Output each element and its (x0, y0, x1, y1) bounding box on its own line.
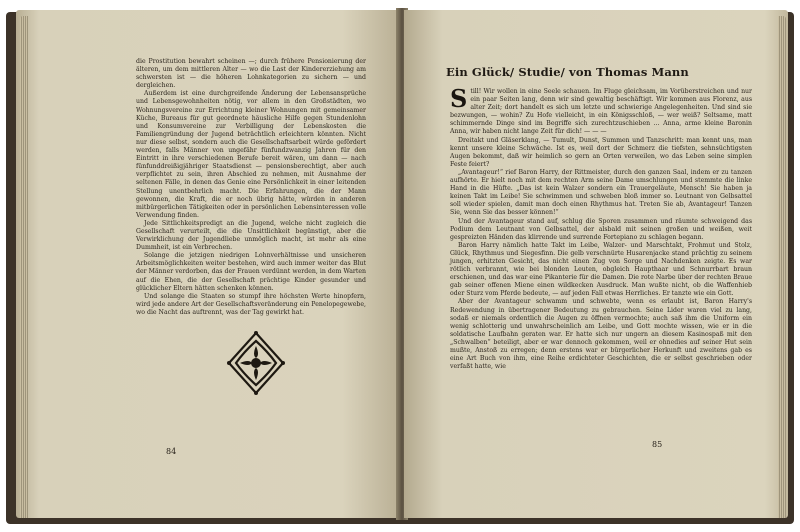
right-page-text (450, 84, 752, 371)
paragraph: Jede Sittlichkeitspredigt an die Jugend, welche nicht zugleich die Gesellschaft verurteilt, die die Unsittlichkeit begünstigt, aber die Verwirklichung der Jugendliebe unmöglich macht, ist mehr als eine Dummheit, ist ein Verbrechen. (136, 219, 366, 252)
paragraph: Aber der Avantageur schwamm und schwebte, wenn es erlaubt ist, Baron Harry's Redewendung in übertragener Bedeutung zu gebrauchen. Seine Lider waren viel zu lang, sodaß er niemals ordentlich die Augen zu öffnen vermochte; auch saß ihm die Uniform ein wenig schlotterig und unwahrscheinlich am Leibe, und Gott mochte wissen, wie er in die soldatische Laufbahn geraten war. Er hatte sich nur ungern an diesem Kasinospaß mit den „Schwalben“ beteiligt, aber er war dennoch gekommen, weil er ohnedies auf seiner Hut sein mußte, Anstoß zu erregen; denn erstens war er bürgerlicher Herkunft und zweitens gab es eine Art Buch von ihm, eine Reihe erdichteter Geschichten, die er selbst geschrieben oder verfaßt hatte, wie (450, 298, 752, 371)
paragraph: Solange die jetzigen niedrigen Lohnverhältnisse und unsicheren Arbeitsmöglichkeiten weiter bestehen, wird auch immer weiter das Blut der Männer verdorben, das der Frauen verdünnt werden, in dem Warten auf die Ehen, die der Gesellschaft prächtige Kinder gesunder und glücklicher Eltern hätten schenken können. (136, 252, 366, 292)
paragraph: Und der Avantageur stand auf, schlug die Sporen zusammen und räumte schweigend das Podium dem Leutnant von Gelbsattel, der alsbald mit seinen großen und weißen, weit gespreizten Händen das klirrende und surrende Fortepiano zu schlagen begann. (450, 217, 752, 241)
paragraph (450, 84, 752, 137)
page-number: 85 (652, 440, 663, 449)
page-number: 84 (166, 447, 177, 456)
ornament-vignette-icon (226, 330, 286, 396)
paragraph: Und solange die Staaten so stumpf ihre höchsten Werte hinopfern, wird jede andere Art der Gesellschaftsveränderung ein Penelopegewebe, wo die Nacht das auftrennt, was der Tag gewirkt hat. (136, 292, 366, 316)
story-title: Ein Glück/ Studie/ von Thomas Mann (446, 65, 689, 79)
right-page-edges (778, 16, 786, 518)
left-page-edges (20, 16, 28, 518)
paragraph: „Avantageur!“ rief Baron Harry, der Rittmeister, durch den ganzen Saal, indem er zu tanzen aufhörte. Er hielt noch mit dem rechten Arm seine Dame umschlungen und stemmte die linke Hand in die Hüfte. „Das ist kein Walzer sondern ein Trauergeläute, Mensch! Sie haben ja keinen Takt im Leibe! Sie schwimmen und schweben bloß immer so. Leutnant von Gelbsattel soll wieder spielen, damit man doch einen Rhythmus hat. Treten Sie ab, Avantageur! Tanzen Sie, wenn Sie das besser können!“ (450, 168, 752, 217)
opening-text: till! Wir wollen in eine Seele schauen. Im Fluge gleichsam, im Vorüberstreichen und nur ein paar Seiten lang, denn wir sind gewaltig beschäftigt. Wir kommen aus Florenz, aus alter Zeit; dort handelt es sich um letzte und schwierige Angelegenheiten. Und sind sie bezwungen, — wohin? Zu Hofe vielleicht, in ein Königsschloß, — wer weiß? Seltsame, matt schimmernde Dinge sind im Begriffe sich zurechtzuschieben ... Anna, arme kleine Baronin Anna, wir haben nicht lange Zeit für dich! — — — (450, 88, 752, 136)
paragraph: Baron Harry nämlich hatte Takt im Leibe, Walzer- und Marschtakt, Frohmut und Stolz, Glück, Rhythmus und Siegesfinn. Die gelb verschnürte Husarenjacke stand prächtig zu seinem jungen, erhitzten Gesicht, das nicht einen Zug von Sorge und Nachdenken zeigte. Es war rötlich verbrannt, wie bei blonden Leuten, obgleich Haupthaar und Schnurrbart braun erschienen, und das war eine Pikanterie für die Damen. Die rote Narbe über der rechten Braue gab seiner offenen Miene einen wildkecken Ausdruck. Man wußte nicht, ob die Waffenhieb oder Sturz vom Pferde bedeute, — auf jeden Fall etwas Herrliches. Er tanzte wie ein Gott. (450, 241, 752, 298)
paragraph: Außerdem ist eine durchgreifende Änderung der Lebensansprüche und Lebensgewohnheiten nötig, vor allem in den Großstädten, wo Wohnungsvereine zur Errichtung kleiner Wohnungen mit gemeinsamer Küche, Bureaus für gut geordnete häusliche Hilfe gegen Stundenlohn und Konsumvereine zur Verbilligung der Lebenskosten die Familiengründung der Jugend beträchtlich erleichtern könnten. Nicht nur diese selbst, sondern auch die Gesellschaftsarbeit würde gefördert werden, falls Männer von ungefähr fünfundzwanzig Jahren für den Eintritt in ihre verschiedenen Berufe bereit wären, um dann — nach fünfunddreißigjähriger Staatsdienst — pensionsberechtigt, aber auch verpflichtet zu sein, ihren Abschied zu nehmen, mit Ausnahme der seltenen Fälle, in denen das Genie eine Persönlichkeit in einer leitenden Stellung unentbehrlich macht. Die Erfahrungen, die der Mann gewonnen, die Kraft, die er noch übrig hätte, würden in anderen mitbürgerlichen Tätigkeiten oder in persönlichen Lebensinteressen volle Verwendung finden. (136, 90, 366, 219)
paragraph: Dreitakt und Gläserklang, — Tumult, Dunst, Summen und Tanzschritt: man kennt uns, man kennt unsere kleine Schwäche. Ist es, weil dort der Schmerz die tiefsten, sehnsüchtigsten Augen bekommt, daß wir heimlich so gern an Orten verweilen, wo das Leben seine simplen Feste feiert? (450, 136, 752, 168)
left-page (16, 10, 400, 518)
open-book (6, 8, 794, 524)
left-page-text (136, 58, 366, 317)
paragraph: die Prostitution bewahrt scheinen —; durch frühere Pensionierung der älteren, um dem mittleren Alter — wo die Last der Kindererziehung am schwersten ist — die höheren Lohnkategorien zu sichern — und dergleichen. (136, 58, 366, 90)
drop-cap: S (450, 84, 468, 113)
right-page (404, 10, 788, 518)
